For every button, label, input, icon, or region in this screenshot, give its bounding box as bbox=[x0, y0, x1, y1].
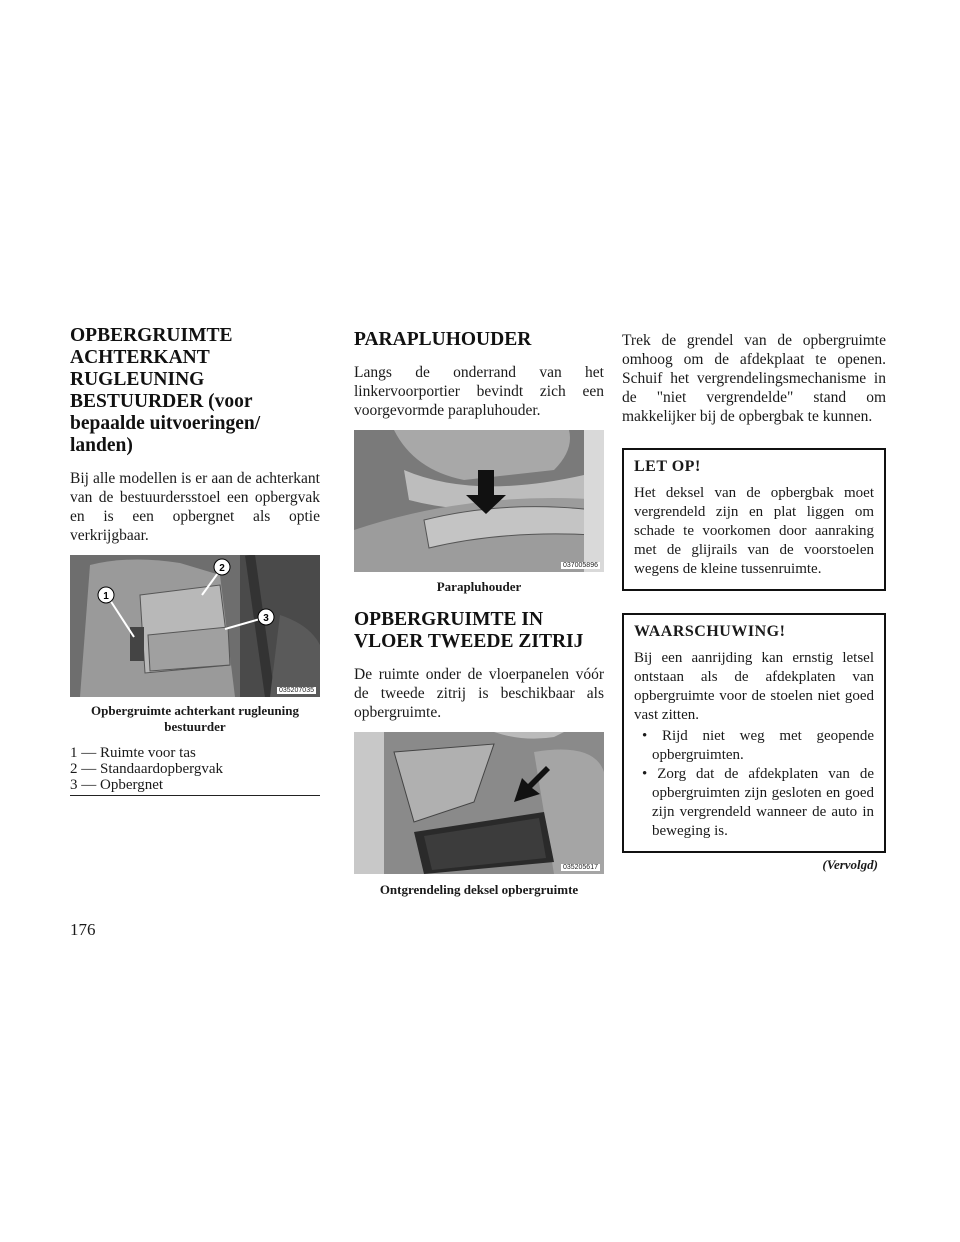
body-latch-instructions: Trek de grendel van de opbergruimte omhoog om de afdekplaat te openen. Schuif het vergrendelingsmechanisme in de "niet vergrendelde" stand om makkelijker bij de opbergbak te kunnen. bbox=[622, 332, 886, 425]
heading-umbrella-holder: PARAPLUHOUDER bbox=[354, 329, 532, 350]
page-number: 176 bbox=[70, 920, 96, 939]
warning-bullet: • Zorg dat de afdekplaten van de opbergruimten zijn gesloten en goed zijn vergrendeld wanneer de auto in beweging is. bbox=[634, 765, 874, 841]
continued-label: (Vervolgd) bbox=[822, 857, 878, 872]
figure-floor-storage bbox=[354, 732, 604, 874]
legend-item: 3 — Opbergnet bbox=[70, 777, 164, 793]
column-right bbox=[622, 331, 886, 873]
figure-code: 037005896 bbox=[562, 562, 598, 569]
figure-code: 035207035 bbox=[278, 687, 314, 694]
legend-item: 2 — Standaardopbergvak bbox=[70, 761, 224, 777]
caution-box bbox=[622, 448, 886, 591]
caption-seatback-storage: Opbergruimte achterkant rugleuning bestuurder bbox=[91, 703, 299, 734]
figure-code: 035205617 bbox=[562, 864, 598, 871]
warning-bullet: • Rijd niet weg met geopende opbergruimten. bbox=[634, 727, 874, 765]
column-middle bbox=[354, 325, 604, 898]
caution-title: LET OP! bbox=[634, 458, 701, 475]
body-umbrella-holder: Langs de onderrand van het linkervoorportier bevindt zich een voorgevormde parapluhouder. bbox=[354, 364, 604, 419]
heading-floor-storage: OPBERGRUIMTE IN VLOER TWEEDE ZITRIJ bbox=[354, 609, 584, 652]
warning-text: Bij een aanrijding kan ernstig letsel ontstaan als de afdekplaten van opbergruimte voor de stoelen niet goed vast zitten. bbox=[634, 650, 874, 723]
callout-2: 2 bbox=[219, 563, 225, 574]
callout-3: 3 bbox=[263, 613, 269, 624]
legend-item: 1 — Ruimte voor tas bbox=[70, 745, 196, 761]
figure-seatback-storage bbox=[70, 555, 320, 697]
caption-floor-storage: Ontgrendeling deksel opbergruimte bbox=[379, 882, 579, 897]
callout-1: 1 bbox=[103, 591, 109, 602]
heading-seatback-storage: OPBERGRUIMTE ACHTERKANT RUGLEUNING BESTUURDER (voor bepaalde uitvoeringen/ landen) bbox=[70, 325, 261, 456]
warning-title: WAARSCHUWING! bbox=[634, 623, 786, 640]
column-left bbox=[70, 325, 320, 796]
seatback-photo bbox=[70, 555, 320, 697]
warning-list bbox=[634, 727, 874, 841]
figure-umbrella-holder bbox=[354, 430, 604, 572]
warning-box bbox=[622, 613, 886, 853]
caption-umbrella-holder: Parapluhouder bbox=[436, 579, 522, 594]
body-seatback-storage: Bij alle modellen is er aan de achterkant van de bestuurdersstoel een opbergvak en is een opbergnet als optie verkrijgbaar. bbox=[70, 470, 320, 544]
umbrella-holder-photo bbox=[354, 430, 604, 572]
legend-seatback-storage bbox=[70, 745, 320, 796]
floor-storage-photo bbox=[354, 732, 604, 874]
caution-text: Het deksel van de opbergbak moet vergrendeld zijn en plat liggen om schade te voorkomen door aanraking met de glijrails van de voorstoelen wegens de kleine tussenruimte. bbox=[634, 485, 874, 577]
body-floor-storage: De ruimte onder de vloerpanelen vóór de tweede zitrij is beschikbaar als opbergruimte. bbox=[354, 666, 604, 721]
